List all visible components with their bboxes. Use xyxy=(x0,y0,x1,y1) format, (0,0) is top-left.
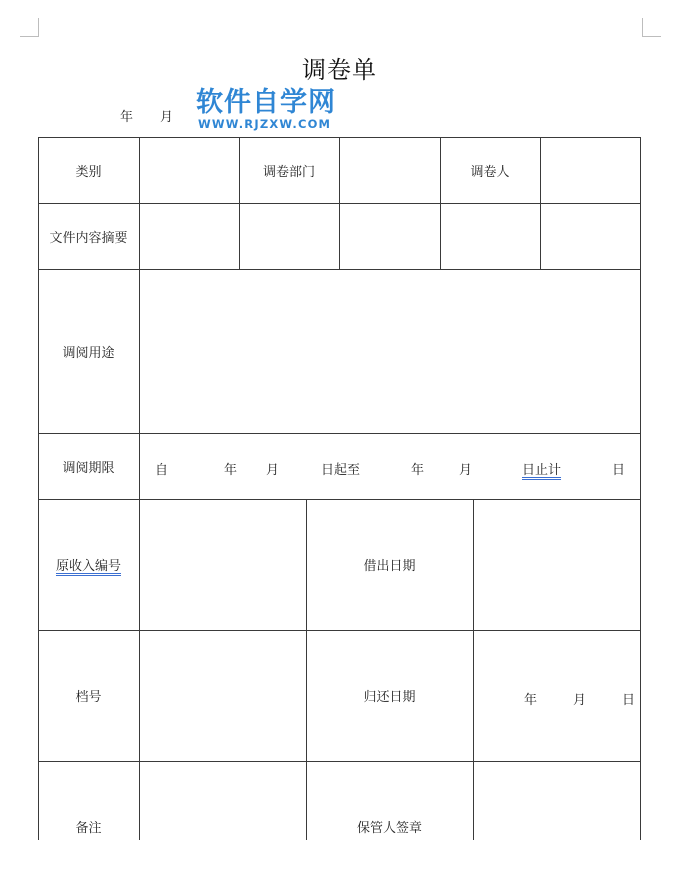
watermark-logo xyxy=(196,88,336,130)
table-col-line xyxy=(473,499,474,840)
cell-orig-no-label[interactable] xyxy=(38,499,139,630)
table-border-line xyxy=(640,137,641,840)
header-month-label[interactable]: 月 xyxy=(160,110,174,125)
cell-summary-label[interactable]: 文件内容摘要 xyxy=(49,230,128,246)
document-title[interactable]: 调卷单 xyxy=(302,56,377,84)
period-day-text[interactable]: 日 xyxy=(612,463,626,478)
page-corner-mark-top-right xyxy=(642,18,661,37)
period-month-text[interactable]: 月 xyxy=(266,463,280,478)
period-start-text[interactable]: 日起至 xyxy=(321,463,361,478)
period-year-text[interactable]: 年 xyxy=(411,463,425,478)
cell-borrow-date-label[interactable]: 借出日期 xyxy=(363,559,416,574)
orig-no-text: 原收入编号 xyxy=(55,559,121,574)
page-corner-mark-top-left xyxy=(20,18,39,37)
period-stop-text[interactable]: 日止计 xyxy=(522,463,562,478)
watermark-en-text: WWW.RJZXW.COM xyxy=(198,117,332,131)
return-month-text[interactable]: 月 xyxy=(573,693,587,708)
period-from-text[interactable]: 自 xyxy=(155,463,169,478)
cell-remark-label[interactable]: 备注 xyxy=(75,821,102,836)
cell-person-label[interactable]: 调卷人 xyxy=(470,164,510,180)
period-month-text[interactable]: 月 xyxy=(459,463,473,478)
cell-keeper-seal-label[interactable]: 保管人签章 xyxy=(356,821,422,836)
cell-purpose-label[interactable]: 调阅用途 xyxy=(62,345,115,361)
table-col-line xyxy=(339,137,340,269)
cell-dept-label[interactable]: 调卷部门 xyxy=(262,164,315,180)
return-day-text[interactable]: 日 xyxy=(622,693,636,708)
header-year-label[interactable]: 年 xyxy=(120,110,134,125)
watermark-cn-text: 软件自学网 xyxy=(196,87,336,118)
cell-period-label[interactable]: 调阅期限 xyxy=(62,460,115,476)
table-col-line xyxy=(139,137,140,840)
cell-return-date-label[interactable]: 归还日期 xyxy=(363,690,416,705)
table-col-line xyxy=(540,137,541,269)
cell-category-label[interactable]: 类别 xyxy=(75,164,102,180)
period-year-text[interactable]: 年 xyxy=(224,463,238,478)
return-year-text[interactable]: 年 xyxy=(524,693,538,708)
request-form-table[interactable] xyxy=(38,137,641,840)
cell-file-no-label[interactable]: 档号 xyxy=(75,690,102,705)
